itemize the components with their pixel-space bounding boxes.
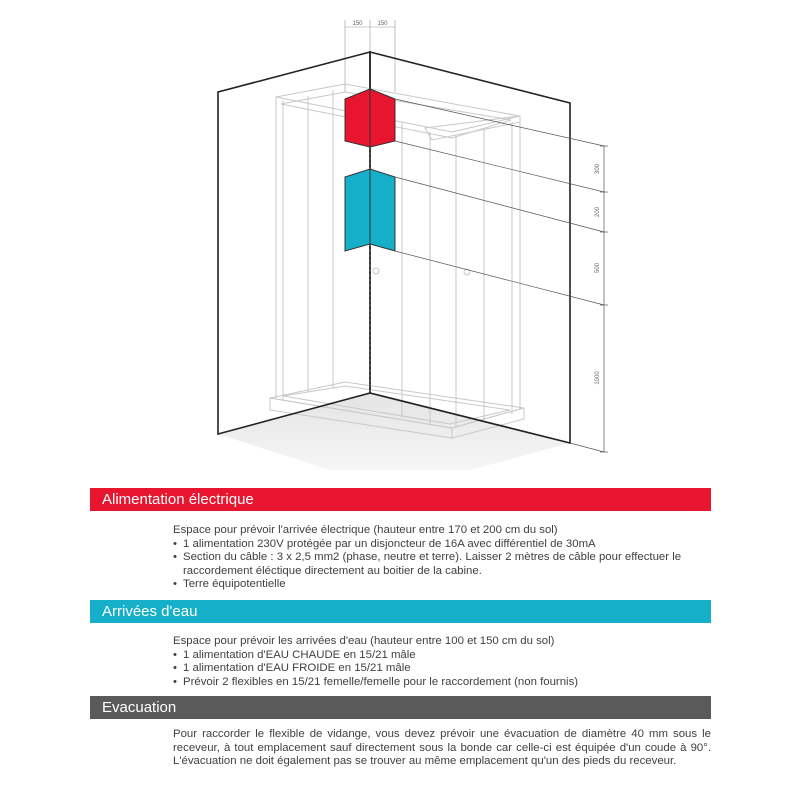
floor-shadow: [218, 393, 570, 470]
water-list: [173, 649, 711, 690]
list-item: • Terre équipotentielle: [173, 578, 711, 592]
evacuation-section-title: Evacuation: [102, 699, 177, 716]
side-dim-label-200: 200: [595, 206, 601, 218]
side-dim-label-1000: 1000: [595, 371, 601, 385]
list-item: • Prévoir 2 flexibles en 15/21 femelle/femelle pour le raccordement (non fournis): [173, 676, 711, 690]
list-item: • 1 alimentation 230V protégée par un disjoncteur de 16A avec différentiel de 30mA: [173, 538, 711, 552]
list-item: • 1 alimentation d'EAU CHAUDE en 15/21 mâle: [173, 649, 711, 663]
evacuation-section-body: [173, 728, 711, 769]
dimension-leaders: [395, 99, 604, 452]
top-dim-label-right: 150: [377, 21, 388, 27]
top-dim-label-left: 150: [352, 21, 363, 27]
electric-section-body: [173, 524, 711, 592]
side-dimension: [600, 146, 608, 452]
water-section-title: Arrivées d'eau: [102, 603, 198, 620]
side-dim-label-300: 300: [595, 163, 601, 175]
list-item: • Section du câble : 3 x 2,5 mm2 (phase, neutre et terre). Laisser 2 mètres de câble pour effectuer le raccordement éléctique directement au boitier de la cabine.: [173, 551, 711, 578]
electric-zone: [345, 89, 395, 147]
water-intro: Espace pour prévoir les arrivées d'eau (hauteur entre 100 et 150 cm du sol): [173, 635, 555, 647]
electric-intro: Espace pour prévoir l'arrivée électrique (hauteur entre 170 et 200 cm du sol): [173, 524, 558, 536]
evacuation-text: Pour raccorder le flexible de vidange, vous devez prévoir une évacuation de diamètre 40 mm sous le receveur, à tout emplacement sauf directement sous la bonde car celle-ci est équipée d'un coude à 90°. L'évacuation ne doit également pas se trouver au même emplacement qu'un des pieds du receveur.: [173, 728, 711, 768]
electric-list: [173, 538, 711, 592]
water-section-header: [90, 600, 711, 623]
evacuation-section-header: [90, 696, 711, 719]
list-item: • 1 alimentation d'EAU FROIDE en 15/21 mâle: [173, 662, 711, 676]
electric-section-header: [90, 488, 711, 511]
water-zone: [345, 169, 395, 251]
water-section-body: [173, 635, 711, 689]
shower-cabin: [270, 84, 524, 438]
side-dim-label-500: 500: [595, 262, 601, 274]
electric-section-title: Alimentation électrique: [102, 491, 254, 508]
